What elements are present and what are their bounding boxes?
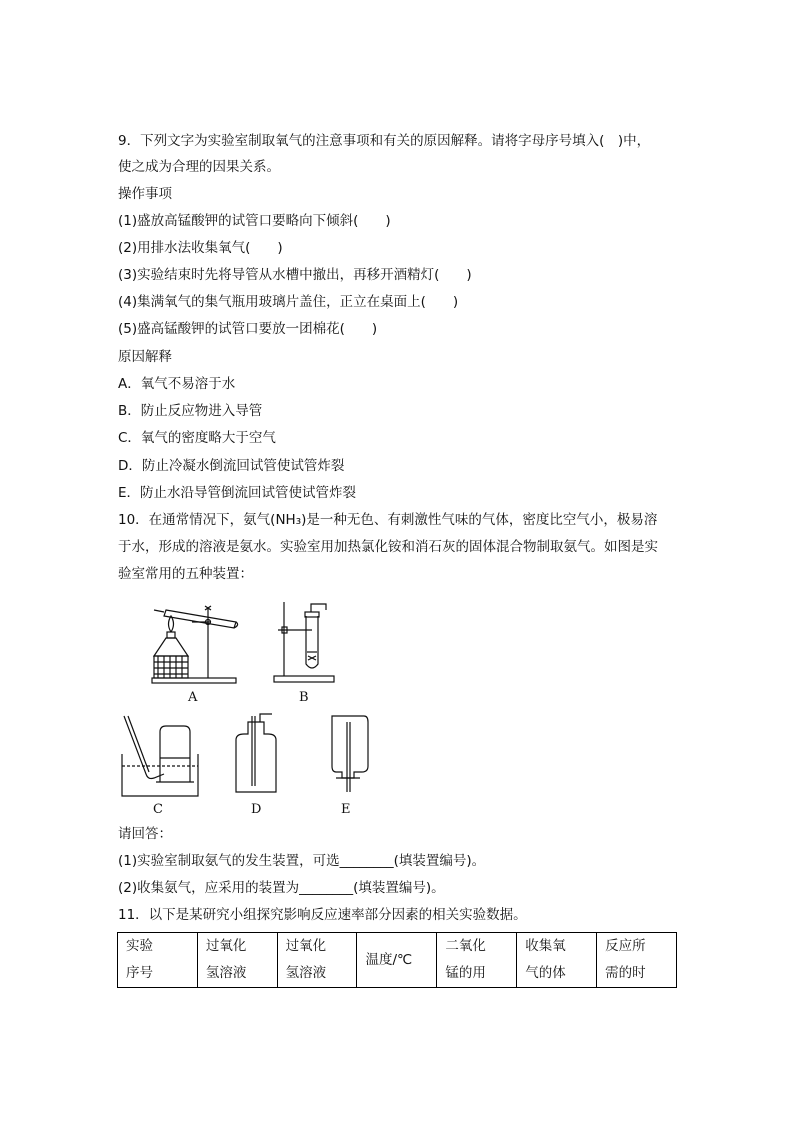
q9-op-5: (5)盛高锰酸钾的试管口要放一团棉花( ) [118,321,378,337]
table-header-row [118,933,677,988]
table-header-cell: 二氧化 锰的用 [437,933,517,988]
q11-stem: 11．以下是某研究小组探究影响反应速率部分因素的相关实验数据。 [118,907,527,923]
apparatus-e-label: E [341,802,351,817]
apparatus-d-figure [232,712,282,796]
apparatus-b-figure [270,598,340,688]
q10-ask: 请回答： [118,826,172,842]
q9-ops-title: 操作事项 [118,186,172,202]
q9-op-1: (1)盛放高锰酸钾的试管口要略向下倾斜( ) [118,213,391,229]
q9-reason-e: E．防止水沿导管倒流回试管使试管炸裂 [118,485,357,501]
table-header-cell: 温度/℃ [357,933,437,988]
q9-reason-d: D．防止冷凝水倒流回试管使试管炸裂 [118,458,345,474]
table-header-cell: 反应所 需的时 [597,933,677,988]
apparatus-d-label: D [251,802,262,817]
q9-op-4: (4)集满氧气的集气瓶用玻璃片盖住，正立在桌面上( ) [118,294,459,310]
q9-reason-c: C．氧气的密度略大于空气 [118,430,276,446]
table-header-cell: 过氧化 氢溶液 [277,933,357,988]
apparatus-e-figure [328,712,372,796]
q10-stem-line3: 验室常用的五种装置： [118,566,253,582]
q9-reason-b: B．防止反应物进入导管 [118,403,263,419]
q11-data-table [117,932,677,988]
q9-reasons-title: 原因解释 [118,349,172,365]
apparatus-c-label: C [153,802,163,817]
q10-sub1: (1)实验室制取氨气的发生装置，可选________(填装置编号)。 [118,853,486,869]
apparatus-c-figure [118,712,202,800]
q10-sub2: (2)收集氨气，应采用的装置为________(填装置编号)。 [118,880,445,896]
table-header-cell: 过氧化 氢溶液 [197,933,277,988]
q9-stem-line2: 使之成为合理的因果关系。 [118,159,280,175]
table-header-cell: 收集氧 气的体 [517,933,597,988]
table-header-cell: 实验 序号 [118,933,198,988]
q9-op-2: (2)用排水法收集氧气( ) [118,240,283,256]
q9-reason-a: A．氧气不易溶于水 [118,376,236,392]
apparatus-b-label: B [299,690,309,705]
apparatus-a-figure [148,598,248,688]
q10-stem-line2: 于水，形成的溶液是氨水。实验室用加热氯化铵和消石灰的固体混合物制取氨气。如图是实 [118,539,658,555]
apparatus-a-label: A [188,690,198,705]
q9-stem-line1: 9．下列文字为实验室制取氧气的注意事项和有关的原因解释。请将字母序号填入( )中， [118,133,651,149]
q9-op-3: (3)实验结束时先将导管从水槽中撤出，再移开酒精灯( ) [118,267,472,283]
q10-stem-line1: 10．在通常情况下，氨气(NH₃)是一种无色、有刺激性气味的气体，密度比空气小，极易溶 [118,512,658,528]
